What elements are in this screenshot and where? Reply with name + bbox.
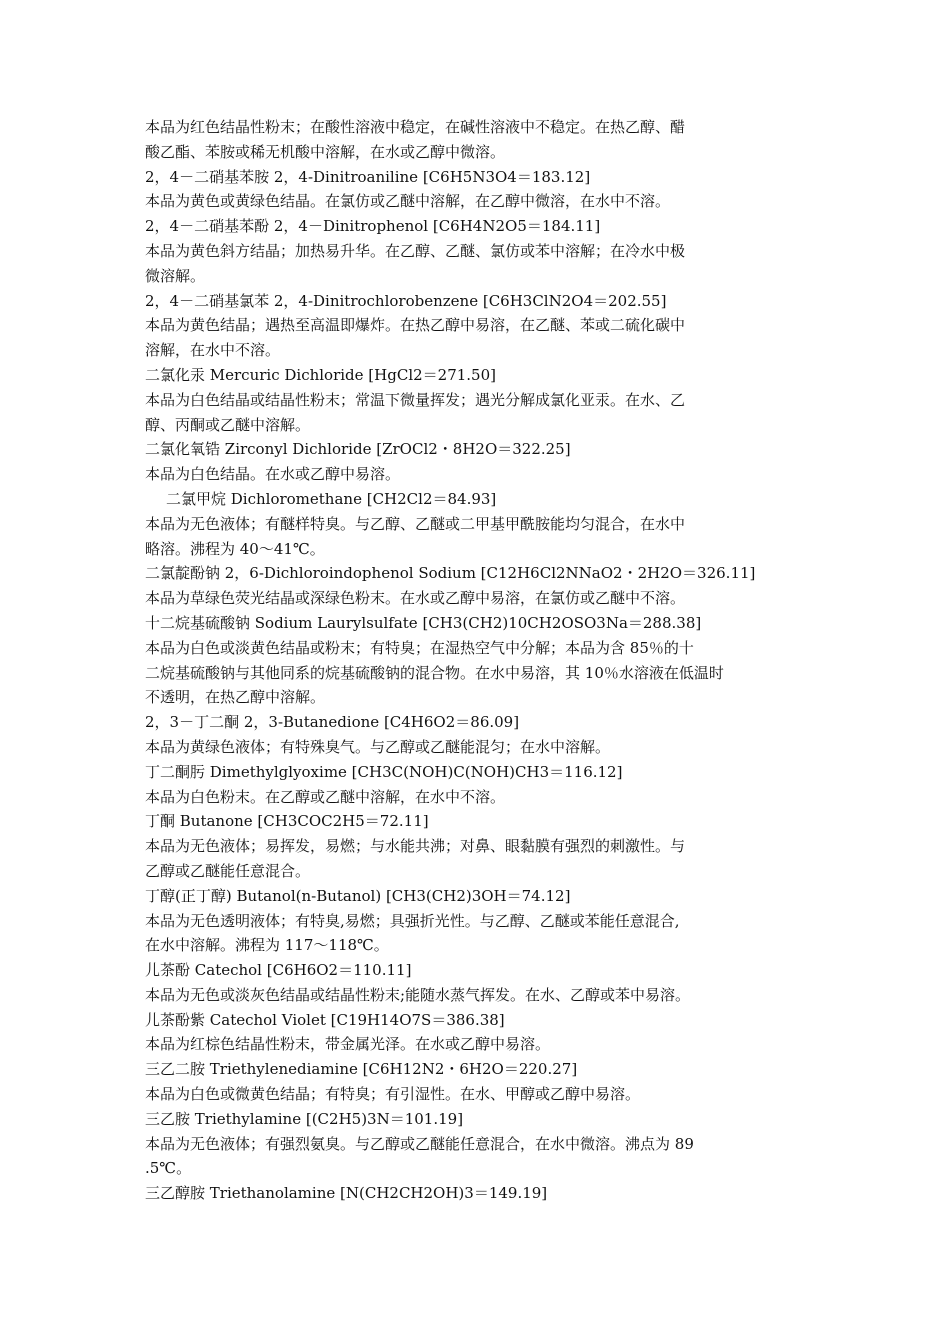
text-line: 本品为白色结晶。在水或乙醇中易溶。: [145, 465, 401, 484]
entry-heading: 2，4－二硝基苯胺 2，4-Dinitroaniline [C6H5N3O4＝183.12]: [145, 167, 591, 186]
text-line: 在水中溶解。沸程为 117～118℃。: [145, 936, 389, 955]
text-line: 本品为无色或淡灰色结晶或结晶性粉末;能随水蒸气挥发。在水、乙醇或苯中易溶。: [145, 985, 691, 1004]
text-line: 溶解，在水中不溶。: [145, 341, 281, 360]
text-line: 本品为无色液体；有醚样特臭。与乙醇、乙醚或二甲基甲酰胺能均匀混合，在水中: [145, 514, 686, 533]
text-line: 微溶解。: [145, 266, 206, 285]
entry-heading: 二氯化氧锆 Zirconyl Dichloride [ZrOCl2・8H2O＝322.25]: [145, 440, 571, 459]
text-line: 酸乙酯、苯胺或稀无机酸中溶解，在水或乙醇中微溶。: [145, 142, 506, 161]
entry-heading: 三乙醇胺 Triethanolamine [N(CH2CH2OH)3＝149.19]: [145, 1184, 548, 1203]
entry-heading: 2，4－二硝基苯酚 2，4－Dinitrophenol [C6H4N2O5＝184.11]: [145, 217, 601, 236]
entry-heading: 儿茶酚 Catechol [C6H6O2＝110.11]: [145, 961, 412, 980]
text-line: 本品为草绿色荧光结晶或深绿色粉末。在水或乙醇中易溶，在氯仿或乙醚中不溶。: [145, 589, 686, 608]
text-line: 本品为无色透明液体；有特臭,易燃；具强折光性。与乙醇、乙醚或苯能任意混合,: [145, 911, 680, 930]
entry-heading: 丁二酮肟 Dimethylglyoxime [CH3C(NOH)C(NOH)CH3＝116.12]: [145, 762, 623, 781]
entry-heading: 2，4－二硝基氯苯 2，4-Dinitrochlorobenzene [C6H3ClN2O4＝202.55]: [145, 291, 667, 310]
entry-heading: 儿茶酚紫 Catechol Violet [C19H14O7S＝386.38]: [145, 1010, 505, 1029]
text-line: 本品为红色结晶性粉末；在酸性溶液中稳定，在碱性溶液中不稳定。在热乙醇、醋: [145, 118, 686, 136]
entry-heading: 丁酮 Butanone [CH3COC2H5＝72.11]: [145, 812, 429, 831]
text-line: 本品为黄色或黄绿色结晶。在氯仿或乙醚中溶解，在乙醇中微溶，在水中不溶。: [145, 192, 671, 211]
entry-heading: 二氯靛酚钠 2，6-Dichloroindophenol Sodium [C12H6Cl2NNaO2・2H2O＝326.11]: [145, 564, 756, 583]
entry-heading: 丁醇(正丁醇) Butanol(n-Butanol) [CH3(CH2)3OH＝74.12]: [145, 886, 571, 905]
text-line: 本品为黄绿色液体；有特殊臭气。与乙醇或乙醚能混匀；在水中溶解。: [145, 737, 611, 756]
text-line: 乙醇或乙醚能任意混合。: [145, 861, 311, 880]
text-line: 本品为红棕色结晶性粉末，带金属光泽。在水或乙醇中易溶。: [145, 1035, 551, 1054]
entry-heading: 2，3－丁二酮 2，3-Butanedione [C4H6O2＝86.09]: [145, 713, 520, 732]
document-body: [145, 115, 845, 1206]
text-line: 本品为黄色结晶；遇热至高温即爆炸。在热乙醇中易溶，在乙醚、苯或二硫化碳中: [145, 316, 686, 335]
text-line: 本品为白色或微黄色结晶；有特臭；有引湿性。在水、甲醇或乙醇中易溶。: [145, 1085, 641, 1104]
entry-heading: 二氯化汞 Mercuric Dichloride [HgCl2＝271.50]: [145, 365, 496, 384]
text-line: 醇、丙酮或乙醚中溶解。: [145, 415, 311, 434]
entry-heading: 二氯甲烷 Dichloromethane [CH2Cl2＝84.93]: [166, 489, 497, 508]
text-line: 本品为无色液体；有强烈氨臭。与乙醇或乙醚能任意混合，在水中微溶。沸点为 89: [145, 1134, 694, 1153]
text-line: .5℃。: [145, 1159, 192, 1178]
entry-heading: 三乙二胺 Triethylenediamine [C6H12N2・6H2O＝220.27]: [145, 1060, 578, 1079]
text-line: 本品为无色液体；易挥发，易燃；与水能共沸；对鼻、眼黏膜有强烈的刺激性。与: [145, 837, 686, 856]
text-line: 本品为黄色斜方结晶；加热易升华。在乙醇、乙醚、氯仿或苯中溶解；在冷水中极: [145, 241, 686, 260]
text-line: 本品为白色结晶或结晶性粉末；常温下微量挥发；遇光分解成氯化亚汞。在水、乙: [145, 390, 686, 409]
text-line: 二烷基硫酸钠与其他同系的烷基硫酸钠的混合物。在水中易溶，其 10％水溶液在低温时: [145, 663, 724, 682]
text-line: 略溶。沸程为 40～41℃。: [145, 539, 325, 558]
text-line: 不透明，在热乙醇中溶解。: [145, 688, 326, 707]
entry-heading: 三乙胺 Triethylamine [(C2H5)3N＝101.19]: [145, 1109, 464, 1128]
text-line: 本品为白色粉末。在乙醇或乙醚中溶解，在水中不溶。: [145, 787, 506, 806]
text-line: 本品为白色或淡黄色结晶或粉末；有特臭；在湿热空气中分解；本品为含 85％的十: [145, 638, 694, 657]
entry-heading: 十二烷基硫酸钠 Sodium Laurylsulfate [CH3(CH2)10CH2OSO3Na＝288.38]: [145, 613, 702, 632]
